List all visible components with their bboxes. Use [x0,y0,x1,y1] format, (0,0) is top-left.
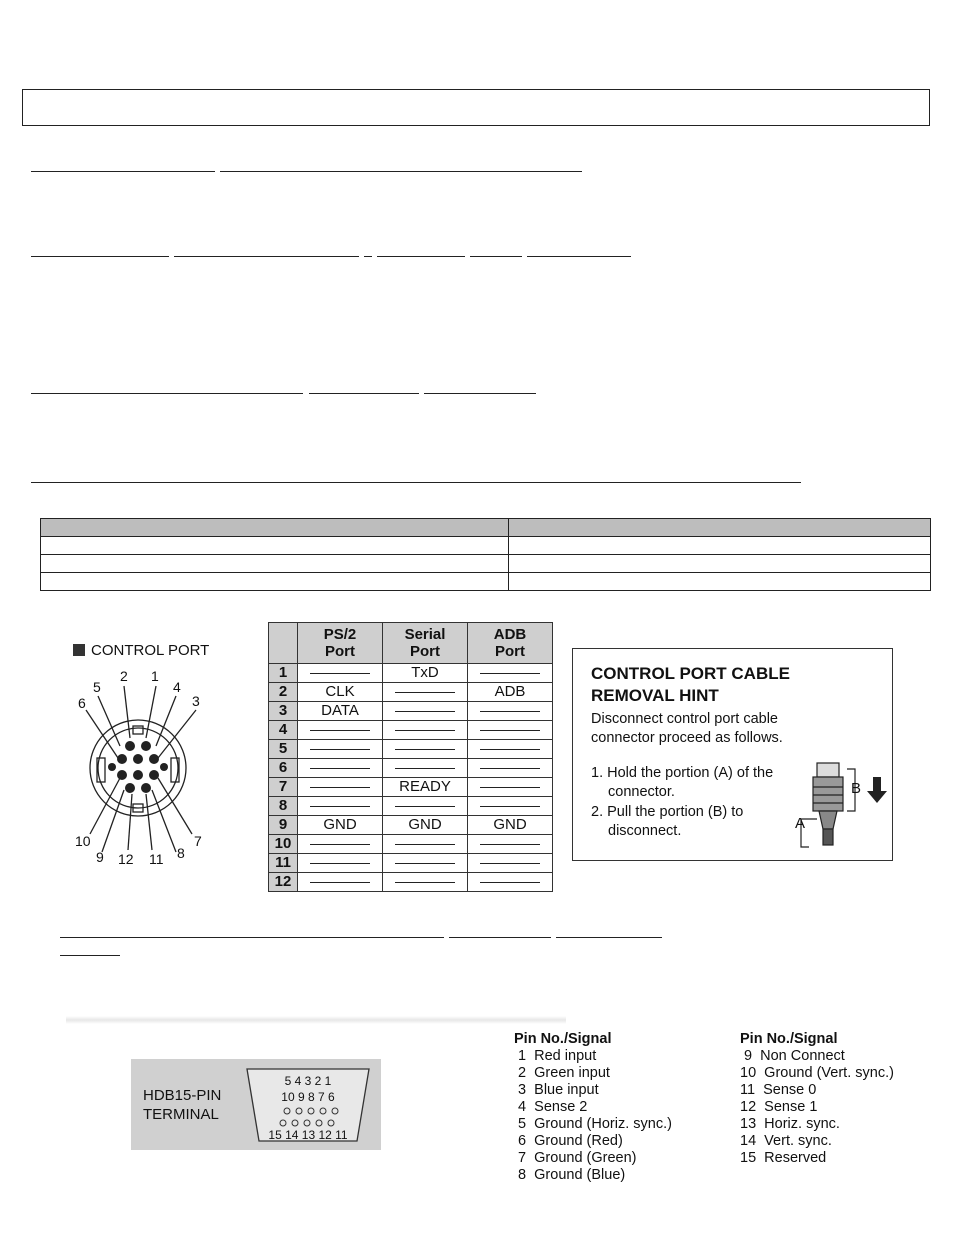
adb-cell [468,797,553,816]
spec-table [40,518,931,591]
pin-label: 4 [173,679,181,695]
empty-dash [310,730,370,731]
pin-row [269,873,553,892]
ps2-port-header [298,623,383,664]
pin-label: 10 [75,833,91,849]
serial-cell [383,759,468,778]
heading-rule [174,256,359,257]
ps2-cell [298,664,383,683]
empty-dash [310,882,370,883]
pin-label: 12 [118,851,134,867]
pin-row [269,778,553,797]
serial-port-header [383,623,468,664]
empty-dash [480,806,540,807]
signal-list-left [514,1031,672,1184]
removal-hint-box [572,648,893,861]
serial-cell [383,835,468,854]
signal-row: 5 Ground (Horiz. sync.) [514,1116,672,1132]
hint-step-line: 1. Hold the portion (A) of the [591,765,774,781]
pin-number: 4 [269,721,298,740]
heading-rule [31,393,303,394]
hint-step-line: connector. [608,784,675,800]
hint-intro [591,710,783,748]
pin-label: 11 [149,851,164,867]
terminal-label [143,1086,221,1124]
serial-cell: READY [383,778,468,797]
vga-pin-row: 15 14 13 12 11 [268,1128,348,1142]
hint-title-line: CONTROL PORT CABLE [591,664,790,683]
adb-cell [468,759,553,778]
signal-row: 9 Non Connect [740,1048,845,1064]
control-port-label [73,642,209,659]
signal-row: 4 Sense 2 [514,1099,588,1115]
heading-rule [220,171,582,172]
ps2-cell [298,797,383,816]
signal-row: 7 Ground (Green) [514,1150,637,1166]
adb-cell [468,854,553,873]
pin-row [269,816,553,835]
heading-rule [364,256,372,257]
vga-connector-icon [243,1065,373,1145]
pin-number: 12 [269,873,298,892]
pin-label: 8 [177,845,185,861]
heading-rule [309,393,419,394]
pin-label: 7 [194,833,202,849]
ps2-cell [298,721,383,740]
signal-list-header: Pin No./Signal [740,1031,838,1047]
signal-row: 10 Ground (Vert. sync.) [740,1065,894,1081]
empty-dash [480,787,540,788]
signal-row: 1 Red input [514,1048,597,1064]
pin-number: 1 [269,664,298,683]
heading-rule [31,171,215,172]
empty-dash [480,730,540,731]
serial-cell: GND [383,816,468,835]
heading-rule [556,937,662,938]
pin-label: 5 [93,679,101,695]
scan-artifact [66,1016,566,1024]
pin-number: 5 [269,740,298,759]
ps2-cell [298,759,383,778]
empty-dash [480,711,540,712]
serial-cell: TxD [383,664,468,683]
pin-row [269,797,553,816]
empty-dash [310,749,370,750]
header-text: PS/2 Port [323,626,357,660]
empty-dash [310,673,370,674]
serial-cell [383,683,468,702]
hint-step-line: 2. Pull the portion (B) to [591,804,744,820]
heading-rule [31,256,169,257]
adb-cell: ADB [468,683,553,702]
empty-dash [395,730,455,731]
serial-cell [383,873,468,892]
signal-list-right [740,1031,894,1167]
adb-cell [468,873,553,892]
connector-plug-illustration [793,757,893,853]
empty-dash [395,768,455,769]
adb-cell: GND [468,816,553,835]
hint-title [591,663,831,707]
empty-dash [310,863,370,864]
pin-number: 9 [269,816,298,835]
pin-number: 2 [269,683,298,702]
pin-number: 11 [269,854,298,873]
ps2-cell [298,854,383,873]
ps2-cell: GND [298,816,383,835]
control-port-title: CONTROL PORT [91,642,210,659]
pin-label: 2 [120,668,128,684]
serial-cell [383,740,468,759]
empty-dash [480,863,540,864]
pin-row [269,759,553,778]
adb-cell [468,664,553,683]
ps2-cell: CLK [298,683,383,702]
signal-row: 2 Green input [514,1065,610,1081]
header-box [22,89,930,126]
hint-intro-line: Disconnect control port cable [591,711,778,727]
empty-dash [310,787,370,788]
ps2-cell: DATA [298,702,383,721]
empty-dash [480,673,540,674]
pin-label: 1 [151,668,159,684]
empty-dash [395,749,455,750]
empty-dash [480,749,540,750]
terminal-label-line: HDB15-PIN [143,1087,222,1104]
serial-cell [383,702,468,721]
signal-list-header: Pin No./Signal [514,1031,612,1047]
ps2-cell [298,873,383,892]
signal-row: 3 Blue input [514,1082,599,1098]
pin-row [269,835,553,854]
empty-dash [395,863,455,864]
adb-cell [468,702,553,721]
pin-assignment-table [268,622,553,892]
empty-dash [395,711,455,712]
pin-row [269,702,553,721]
adb-cell [468,721,553,740]
empty-dash [480,844,540,845]
pin-column-header [269,623,298,664]
heading-rule [449,937,551,938]
heading-rule [470,256,522,257]
hint-step-1 [591,764,773,802]
pin-number: 8 [269,797,298,816]
heading-rule [377,256,465,257]
pin-number: 6 [269,759,298,778]
signal-row: 12 Sense 1 [740,1099,818,1115]
signal-row: 6 Ground (Red) [514,1133,623,1149]
ps2-cell [298,740,383,759]
heading-rule [60,955,120,956]
label-a: A [795,815,806,832]
serial-cell [383,854,468,873]
signal-row: 11 Sense 0 [740,1082,817,1098]
header-text: ADB Port [493,626,527,660]
adb-port-header [468,623,553,664]
pin-row [269,664,553,683]
empty-dash [310,806,370,807]
pin-row [269,721,553,740]
signal-row: 13 Horiz. sync. [740,1116,840,1132]
empty-dash [395,882,455,883]
empty-dash [395,844,455,845]
pin-number: 3 [269,702,298,721]
heading-rule [527,256,631,257]
pin-number: 10 [269,835,298,854]
label-b: B [851,780,862,797]
header-text: Serial Port [404,626,446,660]
terminal-label-line: TERMINAL [143,1106,219,1123]
pin-number: 7 [269,778,298,797]
hint-step-2 [591,803,743,841]
square-bullet-icon [73,644,85,656]
signal-row: 15 Reserved [740,1150,827,1166]
ps2-cell [298,778,383,797]
empty-dash [395,692,455,693]
pin-label: 9 [96,849,104,865]
heading-rule [424,393,536,394]
empty-dash [395,806,455,807]
hint-title-line: REMOVAL HINT [591,686,719,705]
pin-label: 3 [192,693,200,709]
signal-row: 14 Vert. sync. [740,1133,832,1149]
adb-cell [468,778,553,797]
adb-cell [468,740,553,759]
control-port-connector-diagram [68,666,218,876]
ps2-cell [298,835,383,854]
signal-row: 8 Ground (Blue) [514,1167,626,1183]
adb-cell [468,835,553,854]
vga-pin-row: 5 4 3 2 1 [284,1074,332,1088]
empty-dash [480,768,540,769]
empty-dash [310,768,370,769]
vga-pin-row: 10 9 8 7 6 [281,1090,335,1104]
hint-step-line: disconnect. [608,823,682,839]
hdb15-terminal-panel [131,1059,381,1150]
hint-intro-line: connector proceed as follows. [591,730,783,746]
pin-row [269,683,553,702]
heading-rule [60,937,444,938]
serial-cell [383,721,468,740]
empty-dash [310,844,370,845]
empty-dash [480,882,540,883]
pin-row [269,854,553,873]
pin-row [269,740,553,759]
serial-cell [383,797,468,816]
pin-label: 6 [78,695,86,711]
heading-rule [31,482,801,483]
